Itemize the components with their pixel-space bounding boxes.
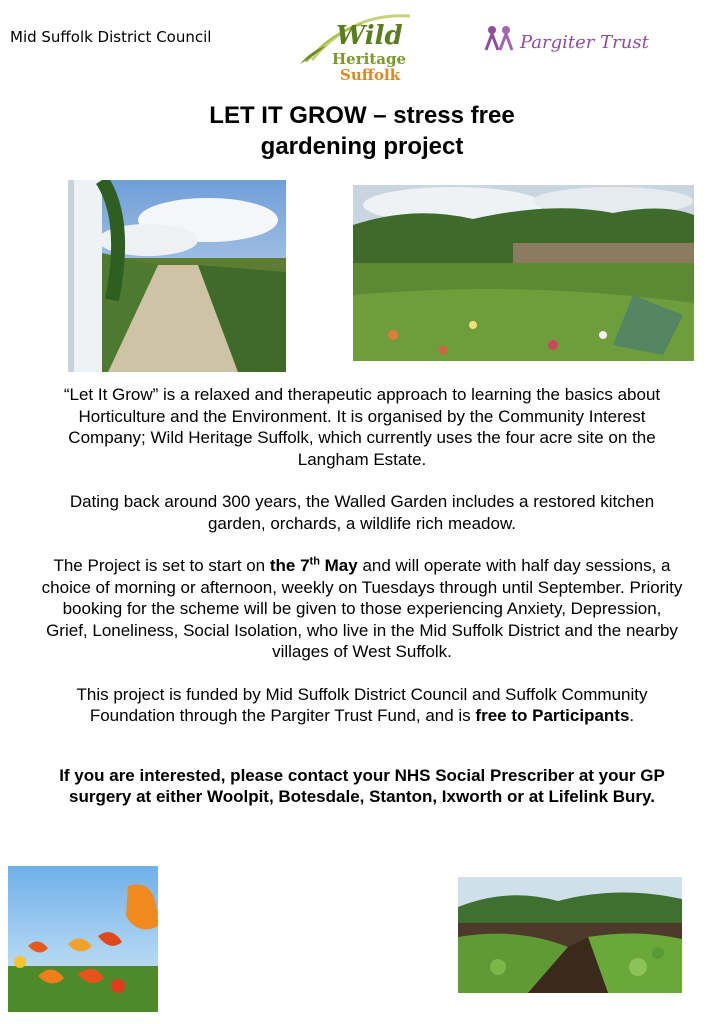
wild-heritage-suffolk-logo: [292, 2, 422, 94]
start-date-month: May: [319, 556, 358, 575]
start-date-suffix: th: [309, 555, 320, 568]
start-date-day: the 7: [269, 556, 310, 575]
poppies-photo: [8, 866, 158, 1012]
garden-path-photo: [68, 180, 286, 372]
funding-before: This project is funded by Mid Suffolk District Council and Suffolk Community Foundation through the Pargiter Trust Fund, and is: [76, 684, 648, 725]
title-line-2: gardening project: [260, 133, 464, 160]
history-paragraph: Dating back around 300 years, the Walled Garden includes a restored kitchen garden, orchards, a wildlife rich meadow.: [69, 492, 655, 533]
pargiter-trust-text: Pargiter Trust: [520, 32, 649, 53]
start-date: [270, 556, 358, 575]
page-title: [0, 100, 724, 162]
title-line-1: LET IT GROW – stress free: [209, 102, 515, 129]
council-name: Mid Suffolk District Council: [10, 28, 212, 46]
contact-paragraph: If you are interested, please contact your NHS Social Prescriber at your GP surgery at either Woolpit, Botesdale, Stanton, Ixworth or at Lifelink Bury.: [59, 765, 665, 806]
logo-wild-text: Wild: [336, 21, 403, 51]
funding-after: .: [629, 706, 635, 725]
vegetable-beds-photo: [458, 877, 682, 993]
schedule-after: and will operate with half day sessions, a choice of morning or afternoon, weekly on Tuesdays through until September. Priority booking for the scheme will be given to those experiencing Anxiety, Depression, Grief, Loneliness, Social Isolation, who live in the Mid Suffolk District and the nearby villages of West Suffolk.: [41, 556, 683, 661]
logo-suffolk-text: Suffolk: [340, 66, 401, 84]
free-notice: free to Participants: [475, 706, 630, 725]
body-text: [40, 384, 684, 829]
pargiter-trust-logo: [482, 18, 652, 58]
funding-paragraph: [40, 684, 684, 727]
schedule-before: The Project is set to start on: [53, 556, 270, 575]
schedule-paragraph: [40, 555, 684, 663]
walled-garden-photo: [353, 185, 694, 361]
logo-heritage-text: Heritage: [332, 50, 406, 68]
intro-paragraph: “Let It Grow” is a relaxed and therapeutic approach to learning the basics about Horticulture and the Environment. It is organised by the Community Interest Company; Wild Heritage Suffolk, which currently uses the four acre site on the Langham Estate.: [63, 385, 661, 469]
